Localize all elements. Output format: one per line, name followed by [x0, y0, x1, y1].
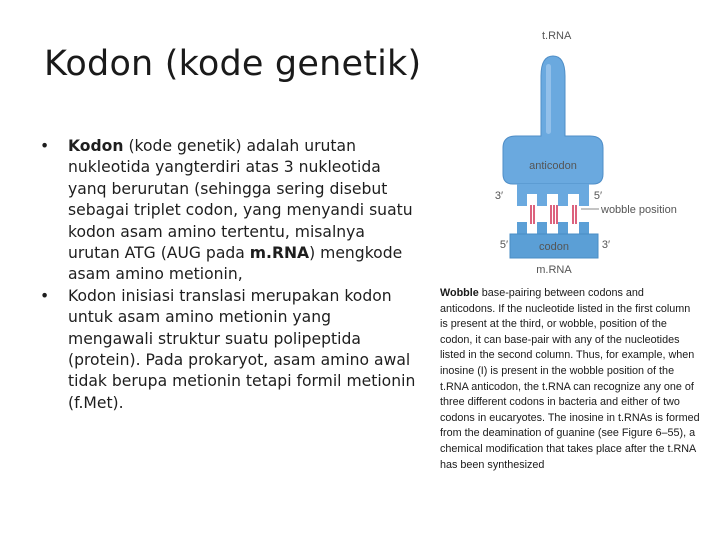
trna-stem-highlight — [546, 64, 551, 134]
mrna-label: m.RNA — [536, 264, 572, 276]
bullet-text: (kode genetik) adalah urutan nukleotida yangterdiri atas 3 nukleotida yanq berurutan (sehingga sering disebut sebagai triplet codon, yang menyandi suatu kodon asam amino tertentu, misalnya urutan ATG (AUG pada — [68, 137, 413, 263]
bullet-dot-icon: • — [40, 286, 50, 305]
anticodon-label: anticodon — [529, 160, 577, 172]
bullet-list — [40, 136, 420, 414]
bullet-item — [40, 286, 420, 414]
caption-text: base-pairing between codons and anticodons. If the nucleotide listed in the first column is present at the third, or wobble, position of the codon, it can base-pair with any of the nucleotides listed in the second column. Thus, for example, when inosine (I) is present in the wobble position of the t.RNA anticodon, the t.RNA can recognize any one of three different codons in bacteria and either of two codons in eucaryotes. The inosine in t.RNAs is formed from the deamination of guanine (see Figure 6–55), a chemical modification that takes place after the t.RNA has been synthesized — [440, 287, 700, 471]
figure-caption — [440, 286, 700, 473]
codon-label: codon — [539, 241, 569, 253]
trna-codon-diagram — [495, 24, 700, 282]
anticodon-nucleotide — [537, 192, 547, 206]
caption-bold: Wobble — [440, 287, 479, 299]
bullet-text: ) mengkode asam amino metionin, — [68, 244, 403, 284]
bullet-text: Kodon inisiasi translasi merupakan kodon untuk asam amino metionin yang mengawali struktur suatu polipeptida (protein). Pada prokaryot, asam amino awal tidak berupa metionin tetapi formil metionin (f.Met). — [68, 286, 416, 412]
anticodon-nucleotide — [579, 192, 589, 206]
five-prime-top-label: 5′ — [593, 190, 603, 202]
slide-title: Kodon (kode genetik) — [44, 44, 422, 84]
anticodon-nucleotide — [517, 192, 527, 206]
three-prime-bottom-label: 3′ — [601, 239, 611, 251]
anticodon-nucleotide — [558, 192, 568, 206]
five-prime-bottom-label: 5′ — [499, 239, 509, 251]
anticodon-base — [517, 184, 589, 194]
bullet-dot-icon: • — [40, 137, 50, 155]
bullet-text-bold: m.RNA — [249, 244, 310, 263]
three-prime-top-label: 3′ — [495, 190, 504, 202]
bullet-text-bold: Kodon — [68, 137, 124, 155]
base-pairs — [531, 205, 576, 224]
bullet-item — [40, 136, 420, 286]
wobble-position-label: wobble position — [601, 204, 677, 216]
trna-label: t.RNA — [542, 30, 572, 42]
